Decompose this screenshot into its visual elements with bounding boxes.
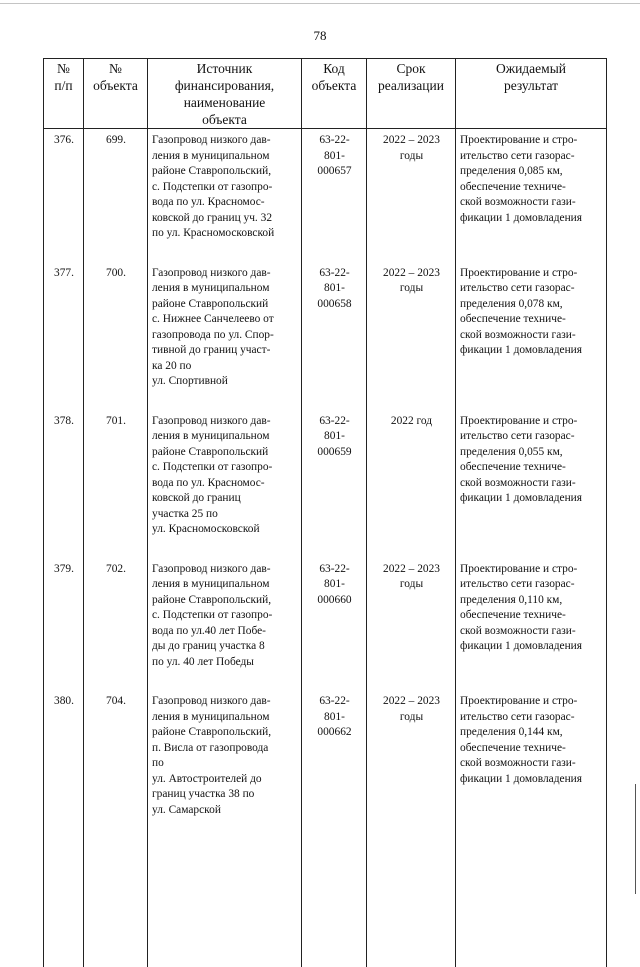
gas-pipeline-table xyxy=(43,58,607,967)
cell-result: Проектирование и стро- ительство сети газорас- пределения 0,110 км, обеспечение техниче- ской возможности гази- фикации 1 домовладения xyxy=(456,558,607,691)
table-row xyxy=(44,558,607,691)
cell-source: Газопровод низкого дав- ления в муниципальном районе Ставропольский с. Подстепки от газопро- вода по ул. Красномос- ковской до границ участка 25 по ул. Красномосковской xyxy=(148,410,302,558)
header-result: Ожидаемый результат xyxy=(456,59,607,129)
cell-code: 63-22- 801- 000659 xyxy=(302,410,367,558)
cell-num: 377. xyxy=(44,262,84,410)
cell-term: 2022 – 2023 годы xyxy=(367,690,456,838)
cell-result: Проектирование и стро- ительство сети газорас- пределения 0,085 км, обеспечение техниче- ской возможности гази- фикации 1 домовладения xyxy=(456,129,607,262)
scan-right-edge xyxy=(635,784,636,894)
cell-object-number: 699. xyxy=(84,129,148,262)
cell-code: 63-22- 801- 000662 xyxy=(302,690,367,838)
header-code: Код объекта xyxy=(302,59,367,129)
cell-result: Проектирование и стро- ительство сети газорас- пределения 0,078 км, обеспечение техниче- ской возможности гази- фикации 1 домовладения xyxy=(456,262,607,410)
header-object-number: № объекта xyxy=(84,59,148,129)
table-row xyxy=(44,690,607,838)
cell-term: 2022 – 2023 годы xyxy=(367,262,456,410)
cell-term: 2022 год xyxy=(367,410,456,558)
cell-object-number: 704. xyxy=(84,690,148,838)
cell-source: Газопровод низкого дав- ления в муниципальном районе Ставропольский, п. Висла от газопровода по ул. Автостроителей до границ участка 38 по ул. Самарской xyxy=(148,690,302,838)
cell-object-number: 702. xyxy=(84,558,148,691)
cell-term: 2022 – 2023 годы xyxy=(367,129,456,262)
table-row xyxy=(44,129,607,262)
scan-top-edge xyxy=(0,3,640,4)
cell-result: Проектирование и стро- ительство сети газорас- пределения 0,144 км, обеспечение техниче- ской возможности гази- фикации 1 домовладения xyxy=(456,690,607,838)
cell-num: 380. xyxy=(44,690,84,838)
cell-num: 376. xyxy=(44,129,84,262)
cell-num: 379. xyxy=(44,558,84,691)
cell-source: Газопровод низкого дав- ления в муниципальном районе Ставропольский, с. Подстепки от газопро- вода по ул.40 лет Побе- ды до границ участка 8 по ул. 40 лет Победы xyxy=(148,558,302,691)
cell-code: 63-22- 801- 000658 xyxy=(302,262,367,410)
header-term: Срок реализации xyxy=(367,59,456,129)
header-num: № п/п xyxy=(44,59,84,129)
cell-term: 2022 – 2023 годы xyxy=(367,558,456,691)
header-source: Источник финансирования, наименование объекта xyxy=(148,59,302,129)
cell-result: Проектирование и стро- ительство сети газорас- пределения 0,055 км, обеспечение техниче- ской возможности гази- фикации 1 домовладения xyxy=(456,410,607,558)
table-body xyxy=(44,129,607,967)
table-row xyxy=(44,262,607,410)
cell-num: 378. xyxy=(44,410,84,558)
cell-source: Газопровод низкого дав- ления в муниципальном районе Ставропольский, с. Подстепки от газопро- вода по ул. Красномос- ковской до границ уч. 32 по ул. Красномосковской xyxy=(148,129,302,262)
cell-source: Газопровод низкого дав- ления в муниципальном районе Ставропольский с. Нижнее Санчелеево от газопровода по ул. Спор- тивной до границ участ- ка 20 по ул. Спортивной xyxy=(148,262,302,410)
cell-object-number: 701. xyxy=(84,410,148,558)
table-header xyxy=(44,59,607,129)
table-row xyxy=(44,410,607,558)
page-number: 78 xyxy=(0,28,640,44)
cell-code: 63-22- 801- 000657 xyxy=(302,129,367,262)
cell-object-number: 700. xyxy=(84,262,148,410)
header-row xyxy=(44,59,607,129)
cell-code: 63-22- 801- 000660 xyxy=(302,558,367,691)
